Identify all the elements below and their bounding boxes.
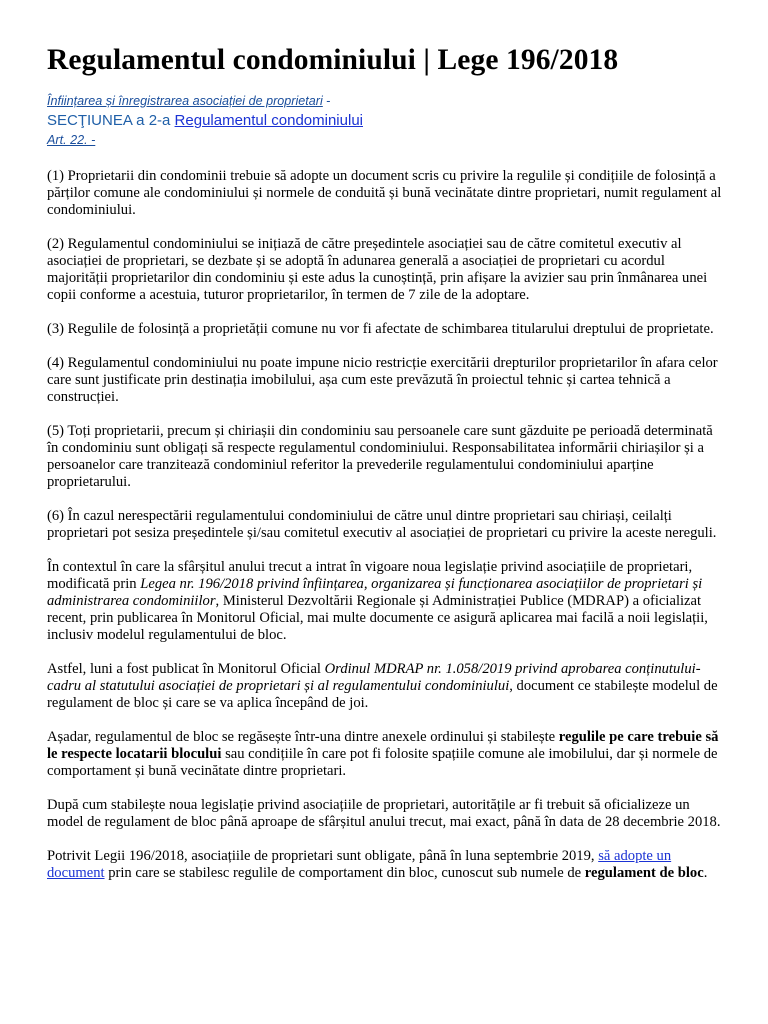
article-body: [47, 168, 722, 882]
paragraph-2: (2) Regulamentul condominiului se inițiază de către președintele asociației sau de către comitetul executiv al asociației de proprietari, se dezbate și se adoptă în adunarea generală a asociației de proprietari cu acordul majorității proprietarilor din condominiu și este adus la cunoștință, prin afișare la avizier sau prin înmânarea unei copii conforme a acestuia, tuturor proprietarilor, în termen de 7 zile de la adoptare.: [47, 236, 708, 303]
paragraph-order-text-b: , document ce stabilește modelul de regulament de bloc și care se va aplica începând de joi.: [47, 678, 718, 711]
paragraph-4: (4) Regulamentul condominiului nu poate impune nicio restricție exercitării drepturilor proprietarilor în afara celor care sunt justificate prin destinația imobilului, așa cum este prevăzută în proiectul tehnic și cartea tehnică a construcției.: [47, 355, 718, 405]
section-link[interactable]: Înființarea și înregistrarea asociației de proprietari: [47, 94, 323, 108]
paragraph-rules-text-a: Așadar, regulamentul de bloc se regăsește într-una dintre anexele ordinului și stabilește: [47, 729, 559, 745]
regulation-emphasis: regulament de bloc: [584, 865, 704, 881]
paragraph-rules-text-b: sau condițiile în care pot fi folosite spațiile comune ale imobilului, dar și normele de comportament și bună vecinătate dintre proprietari.: [47, 746, 718, 779]
adopt-document-link[interactable]: să adopte un document: [47, 848, 672, 881]
paragraph-order-text-a: Astfel, luni a fost publicat în Monitorul Oficial: [47, 661, 325, 677]
paragraph-context-text-a: În contextul în care la sfârșitul anului trecut a intrat în vigoare noua legislație privind asociațiile de proprietari, modificată prin: [47, 559, 693, 592]
paragraph-obligation-text-b: prin care se stabilesc regulile de comportament din bloc, cunoscut sub numele de: [104, 865, 585, 881]
paragraph-context: [47, 559, 722, 644]
rules-emphasis: regulile pe care trebuie să le respecte locatarii blocului: [47, 729, 719, 762]
paragraph-obligation: [47, 848, 722, 882]
paragraph-obligation-text-a: Potrivit Legii 196/2018, asociațiile de proprietari sunt obligate, până în luna septembrie 2019,: [47, 848, 599, 864]
paragraph-obligation-text-c: .: [703, 865, 708, 881]
paragraph-context-text-b: , Ministerul Dezvoltării Regionale și Administrației Publice (MDRAP) a oficializat recent, prin publicarea în Monitorul Oficial, mai multe documente ce asigură aplicarea mai facilă a noii legislații, inclusiv modelul regulamentului de bloc.: [47, 593, 708, 643]
paragraph-1: (1) Proprietarii din condominii trebuie să adopte un document scris cu privire la regulile și condițiile de folosință a părților comune ale condominiului și normele de conduită și bună vecinătate dintre proprietari, numit regulament al condominiului.: [47, 168, 722, 218]
paragraph-3: (3) Regulile de folosință a proprietății comune nu vor fi afectate de schimbarea titularului dreptului de proprietate.: [47, 321, 714, 337]
paragraph-order: [47, 661, 722, 712]
chapter-prefix: SECŢIUNEA a 2-a: [47, 112, 175, 129]
article-link[interactable]: Art. 22. -: [47, 133, 96, 147]
section-separator: -: [322, 94, 331, 108]
paragraph-5: (5) Toți proprietarii, precum și chiriașii din condominiu sau persoanele care sunt găzduite pe perioadă determinată în condominiu sunt obligați să respecte regulamentul condominiului. Responsabilitatea informării chiriașilor și a persoanelor care tranzitează condominiul referitor la prevederile regulamentului condominiului aparține proprietarului.: [47, 423, 713, 490]
paragraph-6: (6) În cazul nerespectării regulamentului condominiului de către unul dintre proprietari sau chiriași, ceilalți proprietari pot sesiza președintele și/sau comitetul executiv al asociației de proprietari cu privire la aceste nereguli.: [47, 508, 717, 541]
paragraph-deadline: După cum stabilește noua legislație privind asociațiile de proprietari, autoritățile ar fi trebuit să oficializeze un model de regulament de bloc până aproape de sfârșitul anului trecut, mai exact, până în data de 28 decembrie 2018.: [47, 797, 721, 830]
paragraph-rules: [47, 729, 722, 780]
chapter-link[interactable]: Regulamentul condominiului: [174, 112, 363, 129]
law-reference: Legea nr. 196/2018 privind înființarea, organizarea și funcționarea asociațiilor de proprietari și administrarea condominiilor: [47, 576, 703, 609]
page-title: Regulamentul condominiului | Lege 196/2018: [47, 44, 619, 76]
breadcrumb-chapter: [47, 111, 768, 131]
order-reference: Ordinul MDRAP nr. 1.058/2019 privind aprobarea conținutului-cadru al statutului asociației de proprietari și al regulamentului condominiului: [47, 661, 701, 694]
breadcrumb-section: [47, 93, 768, 109]
